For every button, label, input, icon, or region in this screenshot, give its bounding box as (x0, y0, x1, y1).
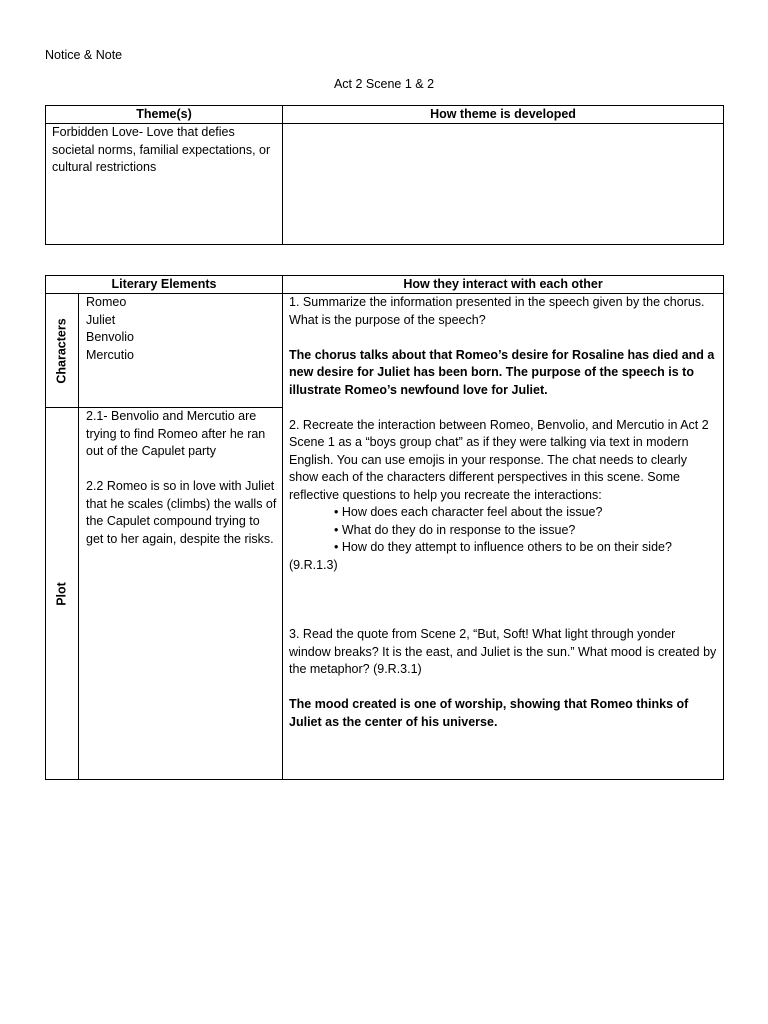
plot-2-1: 2.1- Benvolio and Mercutio are trying to find Romeo after he ran out of the Capulet party (86, 409, 266, 458)
answer-1: The chorus talks about that Romeo’s desire for Rosaline has died and a new desire for Juliet has been born. The purpose of the speech is to illustrate Romeo’s newfound love for Juliet. (289, 347, 715, 397)
question-2: 2. Recreate the interaction between Romeo, Benvolio, and Mercutio in Act 2 Scene 1 as a “boys group chat” as if they were talking via text in modern English. You can use emojis in your response. The chat needs to clearly show each of the characters different perspectives in this scene. Some reflective questions to help you recreate the interactions: (289, 417, 709, 502)
notice-note-label: Notice & Note (45, 48, 123, 62)
plot-2-2: 2.2 Romeo is so in love with Juliet that he scales (climbs) the walls of the Capulet compound trying to get to her again, despite the risks. (86, 479, 277, 546)
question-2-bullet: • What do they do in response to the issue? (334, 522, 576, 537)
theme-table (45, 105, 724, 245)
development-header: How theme is developed (283, 106, 724, 124)
character-item: Mercutio (86, 347, 134, 362)
literary-elements-table (45, 275, 724, 780)
character-item: Romeo (86, 295, 127, 309)
interactions-cell (283, 294, 724, 780)
character-item: Benvolio (86, 330, 134, 344)
character-item: Juliet (86, 312, 116, 327)
page-title: Act 2 Scene 1 & 2 (333, 77, 435, 91)
characters-label: Characters (54, 317, 69, 384)
development-cell[interactable] (283, 124, 724, 245)
question-1: 1. Summarize the information presented in the speech given by the chorus. What is the purpose of the speech? (289, 295, 705, 327)
characters-cell (79, 294, 283, 408)
plot-label: Plot (54, 581, 69, 606)
literary-elements-header: Literary Elements (46, 276, 283, 294)
question-2-code: (9.R.1.3) (289, 557, 338, 572)
question-2-bullet: • How do they attempt to influence others to be on their side? (334, 540, 672, 554)
question-2-bullet: • How does each character feel about the issue? (334, 505, 603, 519)
question-3: 3. Read the quote from Scene 2, “But, Soft! What light through yonder window breaks? It is the east, and Juliet is the sun.” What mood is created by the metaphor? (9.R.3.1) (289, 627, 717, 676)
characters-side-cell (46, 294, 79, 408)
theme-text: Forbidden Love- Love that defies societal norms, familial expectations, or cultural restrictions (52, 125, 271, 174)
plot-cell (79, 408, 283, 780)
answer-3: The mood created is one of worship, showing that Romeo thinks of Juliet as the center of his universe. (289, 697, 689, 729)
theme-header: Theme(s) (46, 106, 283, 124)
interaction-header: How they interact with each other (283, 276, 724, 294)
plot-side-cell (46, 408, 79, 780)
theme-cell (46, 124, 283, 245)
